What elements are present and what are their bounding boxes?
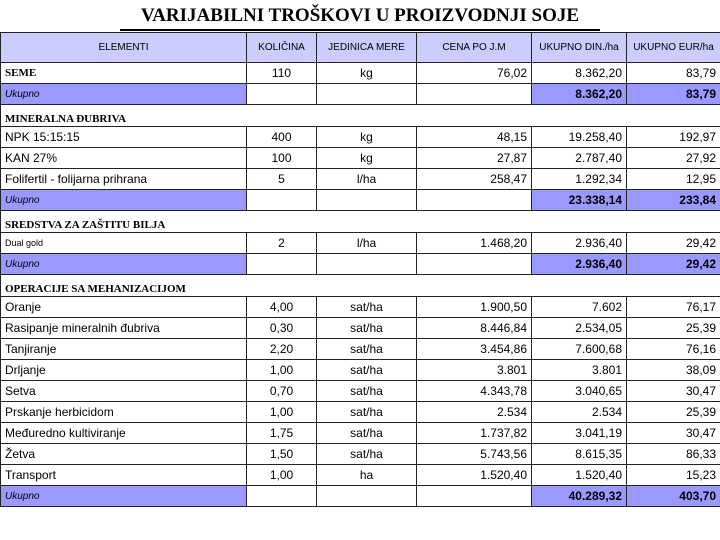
table-row [1, 63, 720, 84]
cell-total-eur: 38,09 [627, 360, 720, 381]
cell-unit: sat/ha [317, 297, 417, 318]
cell-total-din: 7.602 [532, 297, 627, 318]
cell-element: Tanjiranje [1, 339, 247, 360]
cost-table [0, 32, 720, 507]
cell-unit [317, 254, 417, 275]
section-header-row [1, 105, 720, 127]
cell-unit: sat/ha [317, 402, 417, 423]
table-row [1, 381, 720, 402]
cell-price: 1.737,82 [417, 423, 532, 444]
cell-total-din: 1.292,34 [532, 169, 627, 190]
cell-quantity: 2 [247, 233, 317, 254]
section-label: SREDSTVA ZA ZAŠTITU BILJA [1, 211, 720, 233]
section-label: OPERACIJE SA MEHANIZACIJOM [1, 275, 720, 297]
cell-price: 1.900,50 [417, 297, 532, 318]
cell-unit: sat/ha [317, 444, 417, 465]
cell-unit [317, 486, 417, 507]
cell-price: 258,47 [417, 169, 532, 190]
cell-quantity [247, 254, 317, 275]
cell-element: SEME [1, 63, 247, 84]
cell-quantity: 1,50 [247, 444, 317, 465]
cell-total-din: 2.936,40 [532, 254, 627, 275]
table-row [1, 444, 720, 465]
cell-unit: kg [317, 63, 417, 84]
cell-quantity: 100 [247, 148, 317, 169]
cell-price: 8.446,84 [417, 318, 532, 339]
cell-price: 5.743,56 [417, 444, 532, 465]
cell-quantity: 110 [247, 63, 317, 84]
cell-price: 4.343,78 [417, 381, 532, 402]
cell-element: KAN 27% [1, 148, 247, 169]
cell-quantity: 400 [247, 127, 317, 148]
cell-total-din: 23.338,14 [532, 190, 627, 211]
cell-total-eur: 15,23 [627, 465, 720, 486]
cell-total-din: 7.600,68 [532, 339, 627, 360]
cell-price [417, 190, 532, 211]
cell-total-eur: 25,39 [627, 318, 720, 339]
cell-total-eur: 192,97 [627, 127, 720, 148]
table-row [1, 297, 720, 318]
cell-quantity: 1,00 [247, 402, 317, 423]
cell-unit: sat/ha [317, 381, 417, 402]
subtotal-row [1, 486, 720, 507]
cell-price: 1.520,40 [417, 465, 532, 486]
header-jedinica-mere: JEDINICA MERE [317, 33, 417, 63]
cell-total-din: 2.787,40 [532, 148, 627, 169]
cell-unit [317, 84, 417, 105]
cell-price: 48,15 [417, 127, 532, 148]
table-title-bar [0, 0, 720, 32]
header-ukupno-eur: UKUPNO EUR/ha [627, 33, 720, 63]
cell-quantity: 1,75 [247, 423, 317, 444]
cell-total-eur: 233,84 [627, 190, 720, 211]
cell-unit: sat/ha [317, 318, 417, 339]
header-row [1, 33, 720, 63]
cell-unit: l/ha [317, 233, 417, 254]
cell-unit: sat/ha [317, 360, 417, 381]
table-row [1, 318, 720, 339]
cell-price [417, 486, 532, 507]
subtotal-row [1, 84, 720, 105]
cell-quantity: 0,70 [247, 381, 317, 402]
subtotal-row [1, 190, 720, 211]
cell-total-din: 19.258,40 [532, 127, 627, 148]
cell-quantity: 1,00 [247, 465, 317, 486]
cell-unit: sat/ha [317, 339, 417, 360]
header-ukupno-din: UKUPNO DIN./ha [532, 33, 627, 63]
title-underline [120, 29, 600, 31]
cell-element: Drljanje [1, 360, 247, 381]
cell-element: Oranje [1, 297, 247, 318]
cell-total-eur: 76,17 [627, 297, 720, 318]
header-cena-po-jm: CENA PO J.M [417, 33, 532, 63]
cell-total-din: 3.801 [532, 360, 627, 381]
cell-element: Ukupno [1, 254, 247, 275]
cell-total-din: 8.362,20 [532, 63, 627, 84]
cell-quantity: 2,20 [247, 339, 317, 360]
cell-total-eur: 30,47 [627, 381, 720, 402]
cell-element: Žetva [1, 444, 247, 465]
cell-total-din: 1.520,40 [532, 465, 627, 486]
cell-unit: kg [317, 127, 417, 148]
table-row [1, 360, 720, 381]
cell-element: Rasipanje mineralnih đubriva [1, 318, 247, 339]
cell-element: Dual gold [1, 233, 247, 254]
cell-total-eur: 403,70 [627, 486, 720, 507]
cell-total-din: 3.041,19 [532, 423, 627, 444]
cell-quantity: 0,30 [247, 318, 317, 339]
cell-total-eur: 27,92 [627, 148, 720, 169]
cell-element: Ukupno [1, 486, 247, 507]
cell-total-eur: 25,39 [627, 402, 720, 423]
cell-element: NPK 15:15:15 [1, 127, 247, 148]
subtotal-row [1, 254, 720, 275]
cell-price [417, 84, 532, 105]
page-title: VARIJABILNI TROŠKOVI U PROIZVODNJI SOJE [140, 5, 580, 26]
cell-price: 76,02 [417, 63, 532, 84]
cell-total-eur: 76,16 [627, 339, 720, 360]
section-header-row [1, 275, 720, 297]
cell-element: Folifertil - folijarna prihrana [1, 169, 247, 190]
section-header-row [1, 211, 720, 233]
table-row [1, 423, 720, 444]
cell-total-din: 40.289,32 [532, 486, 627, 507]
cell-total-eur: 30,47 [627, 423, 720, 444]
cell-total-din: 2.534 [532, 402, 627, 423]
table-row [1, 402, 720, 423]
cell-price [417, 254, 532, 275]
table-row [1, 148, 720, 169]
cell-total-eur: 86,33 [627, 444, 720, 465]
table-row [1, 465, 720, 486]
cell-element: Međuredno kultiviranje [1, 423, 247, 444]
cell-price: 27,87 [417, 148, 532, 169]
cell-quantity [247, 84, 317, 105]
cell-total-eur: 83,79 [627, 84, 720, 105]
cost-table-body [1, 33, 720, 507]
cell-price: 2.534 [417, 402, 532, 423]
cell-price: 1.468,20 [417, 233, 532, 254]
header-elementi: ELEMENTI [1, 33, 247, 63]
table-row [1, 339, 720, 360]
cell-element: Ukupno [1, 190, 247, 211]
cell-total-din: 3.040,65 [532, 381, 627, 402]
cell-price: 3.454,86 [417, 339, 532, 360]
table-row [1, 233, 720, 254]
cell-unit: l/ha [317, 169, 417, 190]
cell-quantity: 4,00 [247, 297, 317, 318]
cell-total-din: 2.936,40 [532, 233, 627, 254]
cell-total-eur: 29,42 [627, 254, 720, 275]
table-row [1, 127, 720, 148]
cell-element: Setva [1, 381, 247, 402]
cell-element: Transport [1, 465, 247, 486]
cell-total-eur: 12,95 [627, 169, 720, 190]
cell-unit: kg [317, 148, 417, 169]
header-kolicina: KOLIČINA [247, 33, 317, 63]
cell-unit [317, 190, 417, 211]
cell-quantity: 1,00 [247, 360, 317, 381]
cell-element: Prskanje herbicidom [1, 402, 247, 423]
cell-unit: sat/ha [317, 423, 417, 444]
cell-unit: ha [317, 465, 417, 486]
cell-total-din: 2.534,05 [532, 318, 627, 339]
cell-element: Ukupno [1, 84, 247, 105]
table-row [1, 169, 720, 190]
cell-total-din: 8.362,20 [532, 84, 627, 105]
cell-total-din: 8.615,35 [532, 444, 627, 465]
cell-quantity [247, 190, 317, 211]
cell-total-eur: 29,42 [627, 233, 720, 254]
cell-price: 3.801 [417, 360, 532, 381]
section-label: MINERALNA ĐUBRIVA [1, 105, 720, 127]
cell-total-eur: 83,79 [627, 63, 720, 84]
cell-quantity [247, 486, 317, 507]
cell-quantity: 5 [247, 169, 317, 190]
